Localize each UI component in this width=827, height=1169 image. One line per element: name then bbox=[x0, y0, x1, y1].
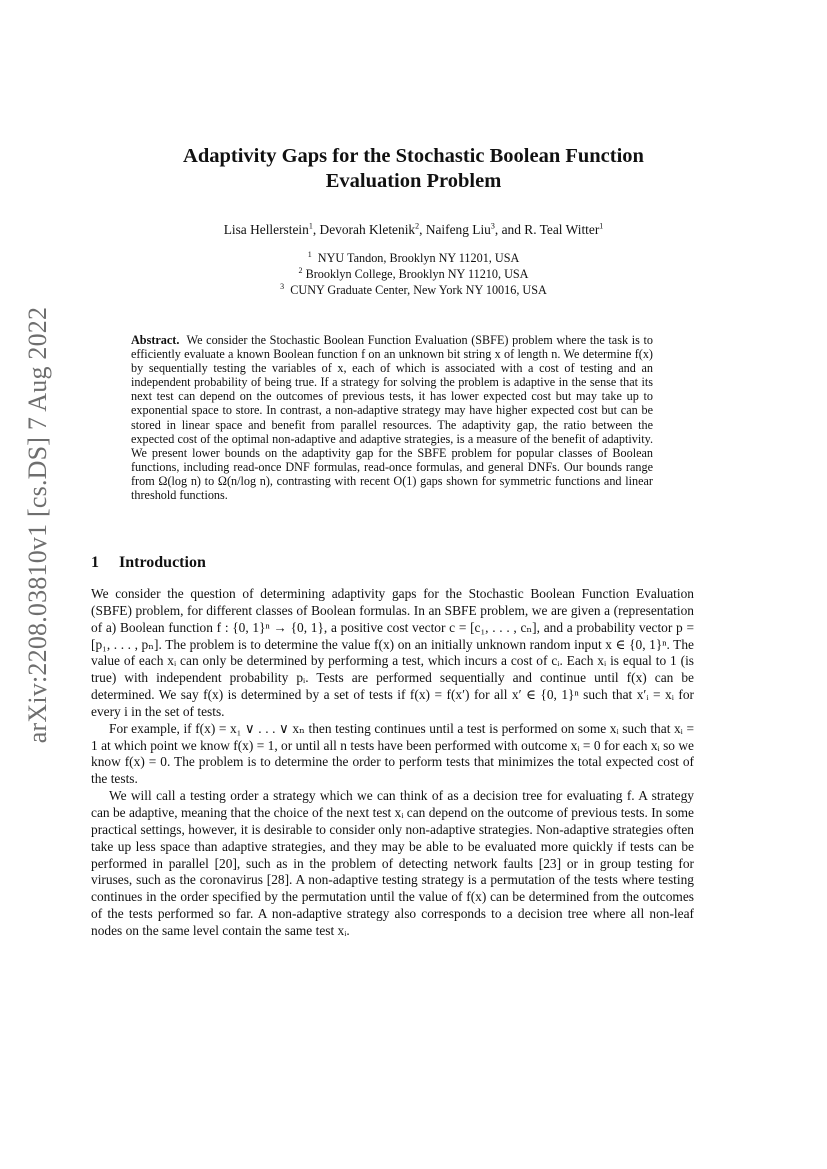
affiliation-list bbox=[91, 250, 736, 298]
title-line-1: Adaptivity Gaps for the Stochastic Boolean Function bbox=[183, 145, 644, 167]
author-2: Devorah Kletenik$^2$, bbox=[319, 221, 426, 237]
paragraph-2: For example, if f(x) = x₁ ∨ . . . ∨ xₙ then testing continues until a test is performed on some xᵢ such that xᵢ = 1 at which point we know f(x) = 1, or until all n tests have been performed with outcome xᵢ = 0 for each xᵢ so we know f(x) = 0. The problem is to determine the order to perform tests that minimizes the total expected cost of the tests. bbox=[91, 720, 694, 787]
paper-title bbox=[91, 144, 736, 194]
abstract-label: Abstract. bbox=[131, 333, 180, 347]
affiliation-3: $^3$ CUNY Graduate Center, New York NY 10016, USA bbox=[280, 281, 547, 297]
author-list bbox=[91, 222, 736, 238]
author-1: Lisa Hellerstein$^1$, bbox=[223, 221, 320, 237]
paragraph-1: We consider the question of determining adaptivity gaps for the Stochastic Boolean Function Evaluation (SBFE) problem, for different classes of Boolean formulas. In an SBFE problem, we are given a (representation of a) Boolean function f : {0, 1}ⁿ → {0, 1}, a positive cost vector c = [c₁, . . . , cₙ], and a probability vector p = [p₁, . . . , pₙ]. The problem is to determine the value f(x) on an initially unknown random input x ∈ {0, 1}ⁿ. The value of each xᵢ can only be determined by performing a test, which incurs a cost of cᵢ. Each xᵢ is equal to 1 (is true) with independent probability pᵢ. Tests are performed sequentially and continue until f(x) can be determined. We say f(x) is determined by a set of tests if f(x) = f(x′) for all x′ ∈ {0, 1}ⁿ such that x′ᵢ = xᵢ for every i in the set of tests. bbox=[91, 586, 694, 719]
abstract-text: We consider the Stochastic Boolean Function Evaluation (SBFE) problem where the task is to efficiently evaluate a known Boolean function f on an unknown bit string x of length n. We determine f(x) by sequentially testing the variables of x, each of which is associated with a cost of testing and an independent probability of being true. If a strategy for solving the problem is adaptive in the sense that its next test can depend on the outcomes of previous tests, it has lower expected cost but may take up to exponential space to store. In contrast, a non-adaptive strategy may have higher expected cost but can be stored in linear space and benefit from parallel resources. The adaptivity gap, the ratio between the expected cost of the optimal non-adaptive and adaptive strategies, is a measure of the benefit of adaptivity. We present lower bounds on the adaptivity gap for the SBFE problem for popular classes of Boolean functions, including read-once DNF formulas, read-once formulas, and general DNFs. Our bounds range from Ω(log n) to Ω(n/log n), contrasting with recent O(1) gaps shown for symmetric functions and linear threshold functions. bbox=[131, 333, 654, 503]
affiliation-1: $^1$ NYU Tandon, Brooklyn NY 11201, USA bbox=[307, 249, 520, 265]
title-line-2: Evaluation Problem bbox=[325, 170, 502, 192]
paragraph-3: We will call a testing order a strategy which we can think of as a decision tree for evaluating f. A strategy can be adaptive, meaning that the choice of the next test xᵢ can depend on the outcome of previous tests. In some practical settings, however, it is desirable to consider only non-adaptive strategies. Non-adaptive strategies often take up less space than adaptive strategies, and they may be able to be evaluated more quickly if tests can be performed in parallel [20], such as in the problem of detecting network faults [23] or in group testing for viruses, such as the coronavirus [28]. A non-adaptive testing strategy is a permutation of the tests where testing continues in the order specified by the permutation until the value of f(x) can be determined from the outcomes of the tests performed so far. A non-adaptive strategy also corresponds to a decision tree where all non-leaf nodes on the same level contain the same test xᵢ. bbox=[91, 788, 694, 938]
abstract bbox=[131, 333, 653, 502]
section-body bbox=[91, 586, 694, 940]
arxiv-sidebar-stamp bbox=[18, 306, 58, 744]
author-3: Naifeng Liu$^3$, and bbox=[425, 221, 525, 237]
section-title: Introduction bbox=[119, 554, 206, 571]
arxiv-id: arXiv:2208.03810v1 [cs.DS] 7 Aug 2022 bbox=[23, 306, 52, 744]
section-heading bbox=[91, 554, 206, 572]
affiliation-2: $^2$ Brooklyn College, Brooklyn NY 11210, USA bbox=[298, 265, 529, 281]
author-4: R. Teal Witter$^1$ bbox=[524, 221, 604, 237]
section-number: 1 bbox=[91, 554, 99, 571]
